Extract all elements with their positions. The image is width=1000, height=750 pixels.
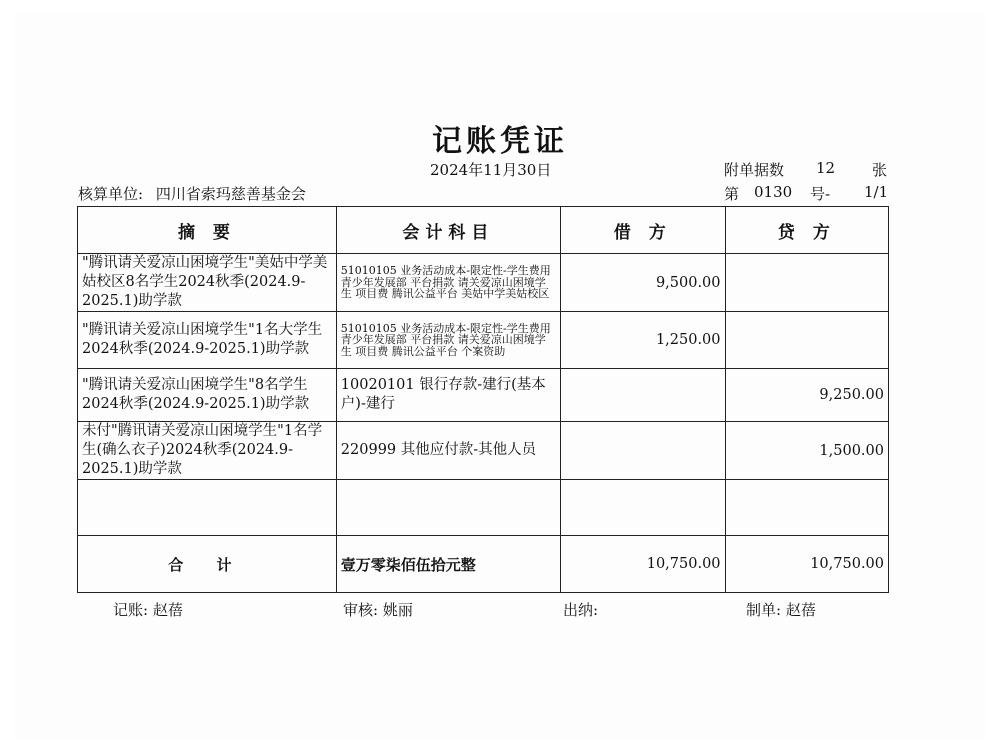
total-in-words: 壹万零柒佰伍拾元整 [336,536,560,593]
total-credit: 10,750.00 [725,536,888,593]
row-credit [725,312,888,369]
cashier-signature: 出纳: [563,601,599,619]
unit-name: 四川省索玛慈善基金会 [155,185,306,203]
unit-label: 核算单位: [78,185,144,203]
row-summary: "腾讯请关爱凉山困境学生"8名学生2024秋季(2024.9-2025.1)助学款 [78,369,337,422]
header-debit: 借 方 [561,207,726,254]
row-summary: "腾讯请关爱凉山困境学生"美姑中学美姑校区8名学生2024秋季(2024.9-2025.1)助学款 [78,254,337,312]
row-account [336,480,560,536]
header-account: 会计科目 [336,207,560,254]
preparer-signature: 制单: 赵蓓 [746,601,816,619]
row-credit [725,254,888,312]
table-header-row [78,207,889,254]
row-debit: 1,250.00 [561,312,726,369]
voucher-prefix: 第 [724,185,740,203]
total-label: 合 计 [78,536,337,593]
total-row [78,536,889,593]
row-summary [78,480,337,536]
table-row [78,254,889,312]
row-debit [561,480,726,536]
row-account: 10020101 银行存款-建行(基本户)-建行 [336,369,560,422]
total-debit: 10,750.00 [561,536,726,593]
table-row [78,369,889,422]
table-row [78,312,889,369]
header-credit: 贷 方 [725,207,888,254]
row-account: 51010105 业务活动成本-限定性-学生费用 青少年发展部 平台捐款 请关爱凉山困境学生 项目费 腾讯公益平台 美姑中学美姑校区 [336,254,560,312]
row-credit [725,480,888,536]
voucher-number-value: 0130 [754,183,793,201]
voucher-page: 1/1 [864,183,889,201]
attachment-unit: 张 [872,161,888,179]
table-row-empty [78,480,889,536]
header-summary: 摘 要 [78,207,337,254]
row-summary: 未付"腾讯请关爱凉山困境学生"1名学生(确么衣子)2024秋季(2024.9-2025.1)助学款 [78,422,337,480]
attachment-label: 附单据数 [724,161,785,179]
row-credit: 1,500.00 [725,422,888,480]
row-summary: "腾讯请关爱凉山困境学生"1名大学生2024秋季(2024.9-2025.1)助学款 [78,312,337,369]
table-row [78,422,889,480]
attachment-number: 12 [816,159,836,177]
voucher-table [77,206,889,593]
voucher-date: 2024年11月30日 [430,161,552,179]
bookkeeper-signature: 记账: 赵蓓 [113,601,183,619]
accounting-unit [78,183,306,204]
row-debit: 9,500.00 [561,254,726,312]
row-account: 51010105 业务活动成本-限定性-学生费用 青少年发展部 平台捐款 请关爱凉山困境学生 项目费 腾讯公益平台 个案资助 [336,312,560,369]
row-account: 220999 其他应付款-其他人员 [336,422,560,480]
row-debit [561,422,726,480]
voucher-suffix: 号- [810,185,831,203]
row-credit: 9,250.00 [725,369,888,422]
auditor-signature: 审核: 姚丽 [343,601,413,619]
row-debit [561,369,726,422]
voucher-title: 记账凭证 [432,124,568,159]
